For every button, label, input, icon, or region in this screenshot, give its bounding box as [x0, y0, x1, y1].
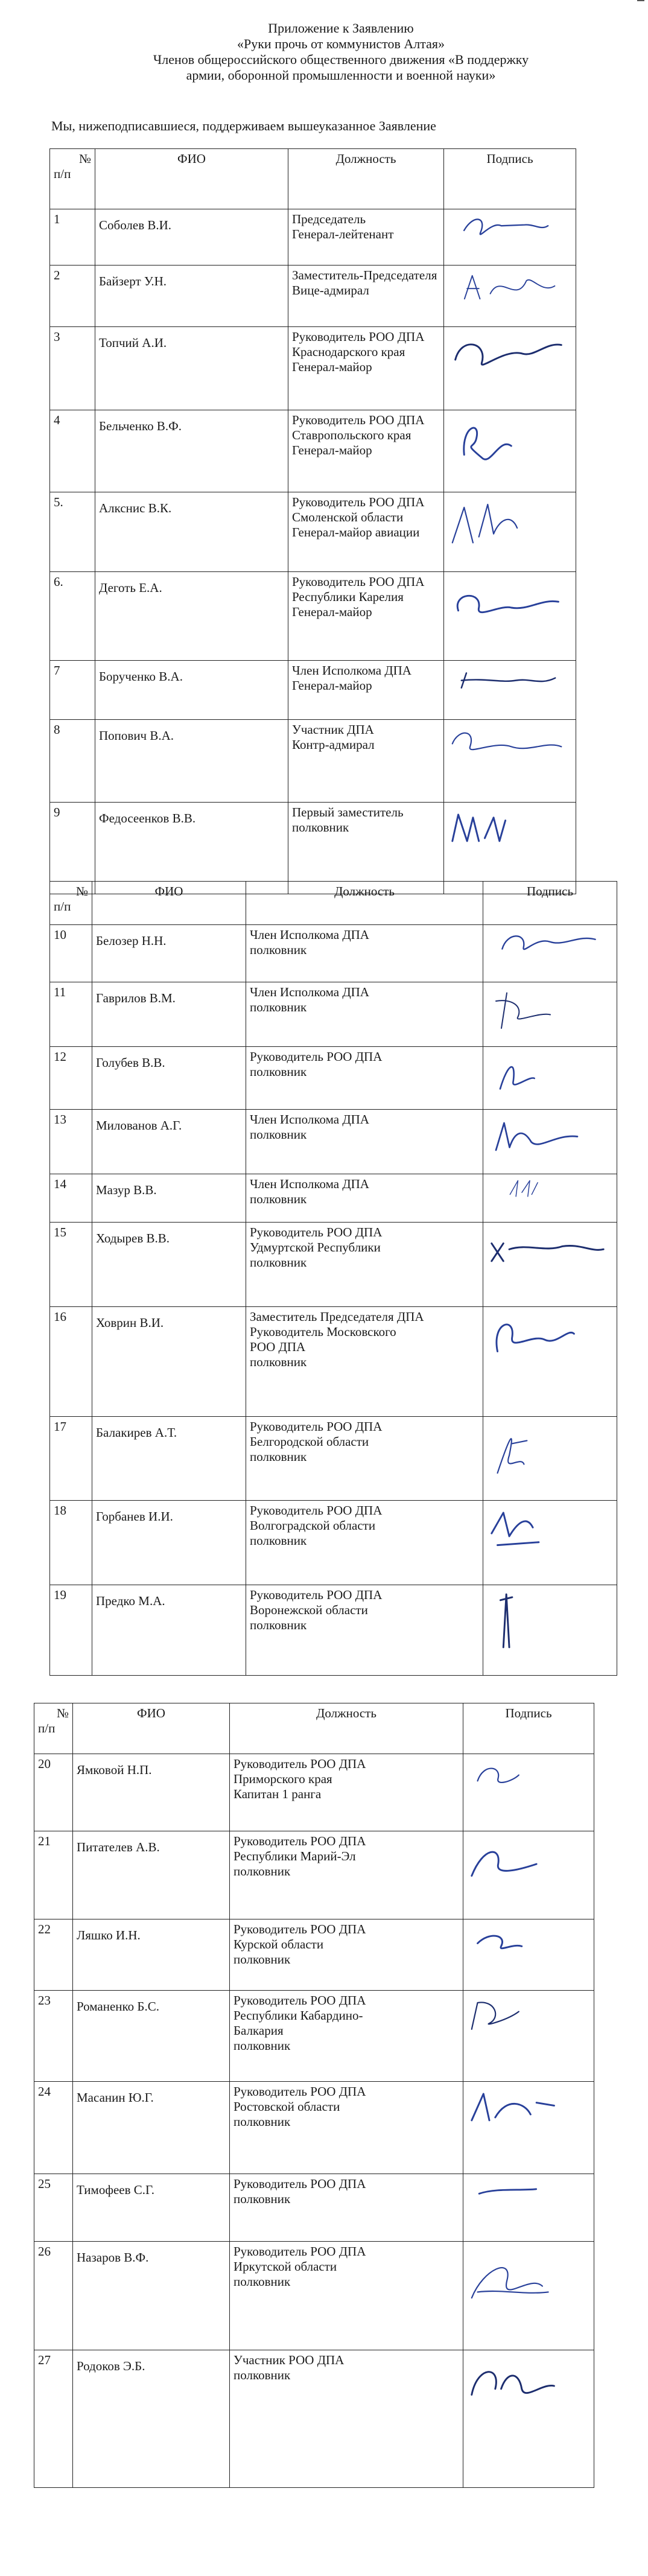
column-header-name: ФИО	[73, 1703, 230, 1754]
row-number: 5.	[50, 492, 95, 572]
signature-table-1	[49, 148, 576, 894]
column-header-number	[50, 882, 92, 925]
column-header-number-top: №	[56, 1706, 69, 1720]
signature-stroke	[464, 428, 512, 459]
row-name: Питателев А.В.	[73, 1831, 230, 1919]
handwritten-signature	[486, 1588, 609, 1654]
signature-cell	[463, 2174, 594, 2242]
column-header-position: Должность	[230, 1703, 463, 1754]
row-number: 20	[34, 1754, 73, 1831]
column-header-name: ФИО	[92, 882, 246, 925]
signature-stroke	[497, 1325, 574, 1352]
row-position: Председатель Генерал-лейтенант	[288, 209, 444, 266]
row-number: 9	[50, 803, 95, 894]
table-row	[50, 1501, 617, 1585]
handwritten-signature	[486, 1049, 609, 1107]
signature-stroke	[457, 596, 558, 612]
column-header-number-bottom: п/п	[54, 167, 71, 181]
signature-cell	[444, 720, 576, 803]
row-number: 18	[50, 1501, 92, 1585]
table-row	[50, 410, 576, 492]
row-position: Руководитель РОО ДПА Иркутской области полковник	[230, 2242, 463, 2350]
table-row	[50, 982, 617, 1047]
signature-cell	[444, 492, 576, 572]
handwritten-signature	[466, 1922, 589, 1988]
row-number: 26	[34, 2242, 73, 2350]
table-row	[50, 1585, 617, 1676]
signature-stroke	[453, 815, 506, 841]
table-row	[50, 209, 576, 266]
row-name: Белозер Н.Н.	[92, 925, 246, 982]
signature-cell	[483, 1417, 617, 1501]
signature-cell	[463, 2242, 594, 2350]
row-name: Предко М.А.	[92, 1585, 246, 1676]
handwritten-signature	[486, 1177, 609, 1220]
signature-cell	[463, 1919, 594, 1991]
handwritten-signature	[466, 2353, 589, 2419]
table-row	[34, 1754, 594, 1831]
handwritten-signature	[446, 495, 570, 561]
row-number: 16	[50, 1307, 92, 1417]
table-row	[50, 266, 576, 327]
row-name: Федосеенков В.В.	[95, 803, 288, 894]
signature-cell	[463, 1754, 594, 1831]
intro-statement: Мы, нижеподписавшиеся, поддерживаем вышеуказанное Заявление	[51, 118, 436, 133]
handwritten-signature	[486, 985, 609, 1045]
column-header-number-top: №	[78, 151, 91, 166]
table-row	[50, 1174, 617, 1223]
row-number: 1	[50, 209, 95, 266]
handwritten-signature	[486, 927, 609, 980]
row-number: 6.	[50, 572, 95, 661]
row-position: Руководитель РОО ДПА Волгоградской области полковник	[246, 1501, 483, 1585]
table-row	[50, 1047, 617, 1110]
row-number: 15	[50, 1223, 92, 1307]
handwritten-signature	[466, 2084, 589, 2151]
row-number: 8	[50, 720, 95, 803]
row-name: Мазур В.В.	[92, 1174, 246, 1223]
signature-cell	[444, 661, 576, 720]
row-position: Руководитель РОО ДПА Республики Кабардино- Балкария полковник	[230, 1991, 463, 2082]
signature-stroke	[496, 1123, 577, 1150]
row-name: Масанин Ю.Г.	[73, 2082, 230, 2174]
signature-stroke	[472, 2094, 554, 2120]
table-row	[50, 925, 617, 982]
row-name: Бельченко В.Ф.	[95, 410, 288, 492]
row-number: 19	[50, 1585, 92, 1676]
row-position: Первый заместитель полковник	[288, 803, 444, 894]
handwritten-signature	[446, 329, 570, 396]
handwritten-signature	[486, 1112, 609, 1172]
row-position: Участник РОО ДПА полковник	[230, 2350, 463, 2488]
signature-stroke	[453, 733, 562, 749]
row-number: 12	[50, 1047, 92, 1110]
handwritten-signature	[466, 1993, 589, 2059]
header-line: «Руки прочь от коммунистов Алтая»	[237, 36, 445, 51]
column-header-number	[50, 149, 95, 209]
row-position: Руководитель РОО ДПА Белгородской области полковник	[246, 1417, 483, 1501]
signature-stroke	[472, 2372, 554, 2395]
table-row	[50, 720, 576, 803]
signature-stroke	[510, 1181, 538, 1197]
row-name: Байзерт У.Н.	[95, 266, 288, 327]
row-position: Руководитель РОО ДПА полковник	[246, 1047, 483, 1110]
column-header-signature: Подпись	[463, 1703, 594, 1754]
signature-cell	[444, 410, 576, 492]
row-name: Романенко Б.С.	[73, 1991, 230, 2082]
handwritten-signature	[486, 1225, 609, 1291]
row-name: Милованов А.Г.	[92, 1110, 246, 1174]
signature-cell	[444, 327, 576, 410]
row-number: 2	[50, 266, 95, 327]
row-position: Руководитель РОО ДПА Курской области полковник	[230, 1919, 463, 1991]
row-name: Тимофеев С.Г.	[73, 2174, 230, 2242]
column-header-number-top: №	[75, 884, 88, 898]
row-position: Руководитель РОО ДПА Республики Карелия Генерал-майор	[288, 572, 444, 661]
row-position: Руководитель РОО ДПА Смоленской области Генерал-майор авиации	[288, 492, 444, 572]
row-position: Руководитель РОО ДПА Воронежской области полковник	[246, 1585, 483, 1676]
handwritten-signature	[446, 574, 570, 641]
table-row	[50, 572, 576, 661]
row-name: Ямковой Н.П.	[73, 1754, 230, 1831]
handwritten-signature	[486, 1419, 609, 1486]
row-name: Гаврилов В.М.	[92, 982, 246, 1047]
handwritten-signature	[486, 1309, 609, 1376]
signature-cell	[483, 925, 617, 982]
signature-cell	[483, 1047, 617, 1110]
handwritten-signature	[486, 1503, 609, 1569]
signature-stroke	[492, 1513, 539, 1545]
handwritten-signature	[446, 805, 570, 871]
row-number: 22	[34, 1919, 73, 1991]
row-name: Ходырев В.В.	[92, 1223, 246, 1307]
signature-cell	[444, 266, 576, 327]
handwritten-signature	[446, 722, 570, 789]
row-number: 23	[34, 1991, 73, 2082]
handwritten-signature	[446, 413, 570, 479]
header-line: Членов общероссийского общественного движения «В поддержку	[153, 52, 529, 67]
row-number: 27	[34, 2350, 73, 2488]
row-number: 24	[34, 2082, 73, 2174]
signature-stroke	[472, 2268, 548, 2298]
row-position: Член Исполкома ДПА полковник	[246, 1174, 483, 1223]
row-position: Член Исполкома ДПА полковник	[246, 1110, 483, 1174]
row-name: Топчий А.И.	[95, 327, 288, 410]
handwritten-signature	[466, 1834, 589, 1900]
row-position: Участник ДПА Контр-адмирал	[288, 720, 444, 803]
row-number: 4	[50, 410, 95, 492]
signature-cell	[444, 209, 576, 266]
row-position: Член Исполкома ДПА Генерал-майор	[288, 661, 444, 720]
table-row	[34, 2350, 594, 2488]
handwritten-signature	[446, 212, 570, 263]
header-line: Приложение к Заявлению	[268, 21, 414, 36]
column-header-position: Должность	[246, 882, 483, 925]
signature-stroke	[500, 1067, 535, 1089]
table-row	[50, 1417, 617, 1501]
row-position: Руководитель РОО ДПА Приморского края Капитан 1 ранга	[230, 1754, 463, 1831]
row-name: Балакирев А.Т.	[92, 1417, 246, 1501]
signature-cell	[463, 1991, 594, 2082]
table-row	[50, 492, 576, 572]
signature-stroke	[502, 936, 595, 949]
row-name: Алкснис В.К.	[95, 492, 288, 572]
row-number: 21	[34, 1831, 73, 1919]
signature-stroke	[500, 1594, 512, 1647]
signature-stroke	[462, 673, 555, 688]
signature-stroke	[479, 2189, 536, 2194]
column-header-signature: Подпись	[483, 882, 617, 925]
signature-cell	[463, 2350, 594, 2488]
row-position: Руководитель РОО ДПА Республики Марий-Эл полковник	[230, 1831, 463, 1919]
row-number: 11	[50, 982, 92, 1047]
signature-cell	[483, 1110, 617, 1174]
signature-table-2	[49, 881, 617, 1676]
signature-stroke	[456, 345, 562, 364]
column-header-position: Должность	[288, 149, 444, 209]
row-number: 17	[50, 1417, 92, 1501]
column-header-number-bottom: п/п	[38, 1721, 56, 1735]
row-name: Голубев В.В.	[92, 1047, 246, 1110]
row-position: Руководитель РОО ДПА Краснодарского края Генерал-майор	[288, 327, 444, 410]
row-position: Член Исполкома ДПА полковник	[246, 982, 483, 1047]
signature-stroke	[478, 1769, 519, 1783]
table-row	[50, 1110, 617, 1174]
row-position: Заместитель-Председателя Вице-адмирал	[288, 266, 444, 327]
table-row	[50, 327, 576, 410]
table-row	[34, 2082, 594, 2174]
page-edge-mark	[637, 0, 644, 1]
handwritten-signature	[446, 268, 570, 325]
row-name: Попович В.А.	[95, 720, 288, 803]
signature-cell	[463, 2082, 594, 2174]
row-name: Ляшко И.Н.	[73, 1919, 230, 1991]
signature-stroke	[492, 1244, 603, 1261]
signature-stroke	[453, 504, 517, 542]
row-position: Член Исполкома ДПА полковник	[246, 925, 483, 982]
signature-cell	[483, 1307, 617, 1417]
column-header-signature: Подпись	[444, 149, 576, 209]
table-row	[34, 2174, 594, 2242]
table-row	[34, 1919, 594, 1991]
signature-cell	[483, 1585, 617, 1676]
table-row	[50, 803, 576, 894]
signature-stroke	[465, 276, 555, 299]
handwritten-signature	[466, 2177, 589, 2239]
row-number: 10	[50, 925, 92, 982]
signature-table-3	[34, 1703, 594, 2488]
table-row	[34, 1991, 594, 2082]
signature-stroke	[498, 1439, 527, 1473]
table-row	[34, 2242, 594, 2350]
signature-stroke	[478, 1936, 522, 1948]
row-position: Заместитель Председателя ДПА Руководитель Московского РОО ДПА полковник	[246, 1307, 483, 1417]
signature-cell	[444, 572, 576, 661]
signature-cell	[483, 1501, 617, 1585]
handwritten-signature	[466, 2244, 589, 2310]
table-row	[50, 661, 576, 720]
row-name: Назаров В.Ф.	[73, 2242, 230, 2350]
row-name: Горбанев И.И.	[92, 1501, 246, 1585]
handwritten-signature	[446, 663, 570, 717]
column-header-name: ФИО	[95, 149, 288, 209]
row-number: 13	[50, 1110, 92, 1174]
signature-cell	[463, 1831, 594, 1919]
table-row	[34, 1831, 594, 1919]
document-header	[66, 21, 615, 83]
row-position: Руководитель РОО ДПА Ростовской области полковник	[230, 2082, 463, 2174]
row-number: 14	[50, 1174, 92, 1223]
row-number: 3	[50, 327, 95, 410]
row-position: Руководитель РОО ДПА Удмуртской Республики полковник	[246, 1223, 483, 1307]
column-header-number-bottom: п/п	[54, 899, 71, 914]
signature-stroke	[472, 2002, 519, 2029]
column-header-number	[34, 1703, 73, 1754]
handwritten-signature	[466, 1757, 589, 1823]
header-line: армии, оборонной промышленности и военной науки»	[186, 68, 496, 83]
signature-stroke	[472, 1852, 536, 1876]
signature-cell	[483, 982, 617, 1047]
table-row	[50, 1223, 617, 1307]
signature-stroke	[496, 993, 550, 1029]
row-name: Соболев В.И.	[95, 209, 288, 266]
row-number: 7	[50, 661, 95, 720]
row-name: Борученко В.А.	[95, 661, 288, 720]
row-name: Ховрин В.И.	[92, 1307, 246, 1417]
row-position: Руководитель РОО ДПА Ставропольского края Генерал-майор	[288, 410, 444, 492]
row-number: 25	[34, 2174, 73, 2242]
row-position: Руководитель РОО ДПА полковник	[230, 2174, 463, 2242]
signature-cell	[483, 1223, 617, 1307]
table-row	[50, 1307, 617, 1417]
row-name: Родоков Э.Б.	[73, 2350, 230, 2488]
signature-cell	[444, 803, 576, 894]
row-name: Деготь Е.А.	[95, 572, 288, 661]
signature-cell	[483, 1174, 617, 1223]
signature-stroke	[464, 219, 548, 234]
